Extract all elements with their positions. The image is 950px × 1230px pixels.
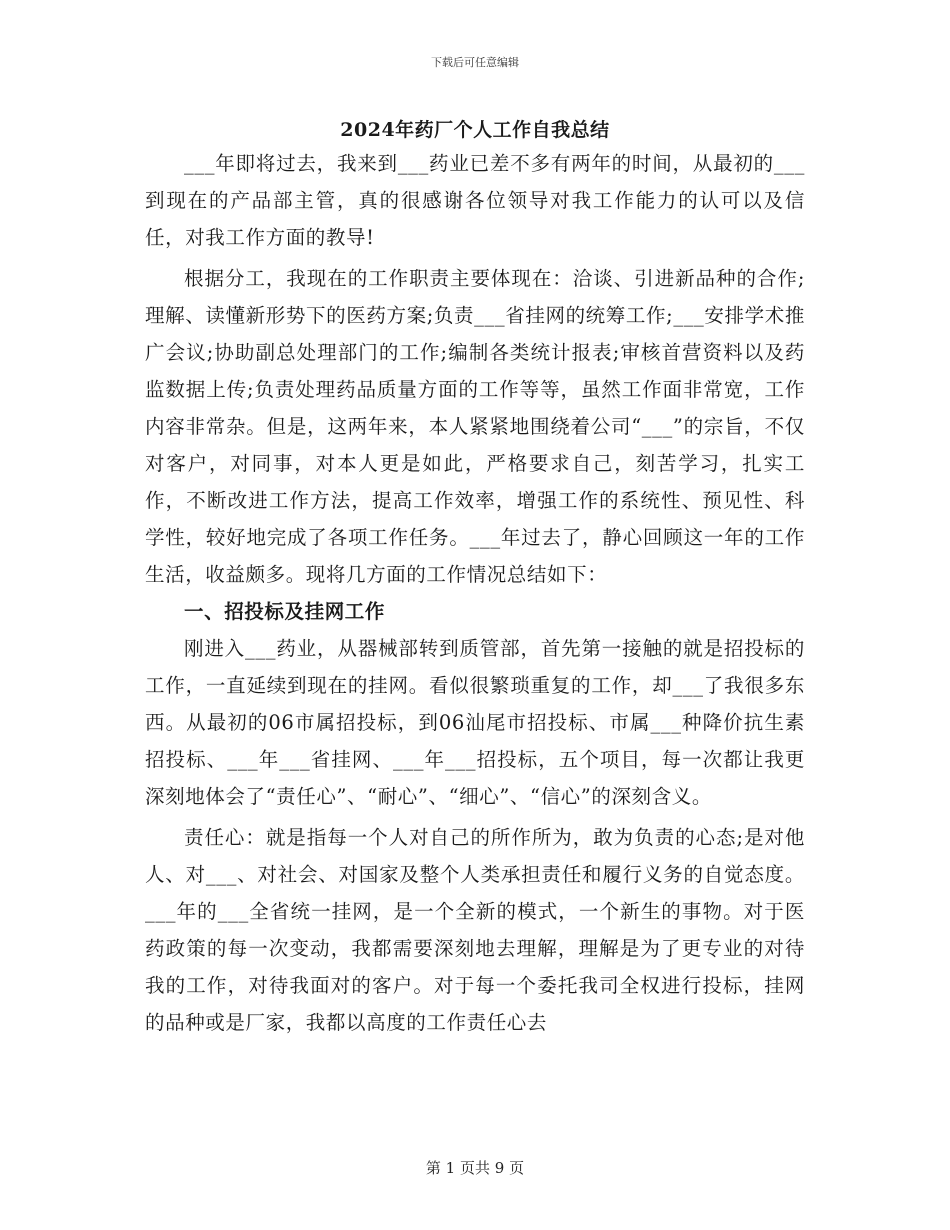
document-body	[145, 145, 805, 1041]
paragraph-intro: ___年即将过去，我来到___药业已差不多有两年的时间，从最初的___到现在的产品部主管，真的很感谢各位领导对我工作能力的认可以及信任，对我工作方面的教导!	[145, 152, 805, 249]
paragraph-bidding: 刚进入___药业，从器械部转到质管部，首先第一接触的就是招投标的工作，一直延续到现在的挂网。看似很繁琐重复的工作，却___了我很多东西。从最初的06市属招投标，到06汕尾市招投标、市属___种降价抗生素招投标、___年___省挂网、___年___招投标，五个项目，每一次都让我更深刻地体会了“责任心”、“耐心”、“细心”、“信心”的深刻含义。	[145, 637, 805, 808]
header-note: 下载后可任意编辑	[431, 56, 519, 69]
document-title: 2024年药厂个人工作自我总结	[340, 119, 610, 141]
paragraph-responsibility: 责任心：就是指每一个人对自己的所作所为，敢为负责的心态;是对他人、对___、对社会、对国家及整个人类承担责任和履行义务的自觉态度。___年的___全省统一挂网，是一个全新的模式，一个新生的事物。对于医药政策的每一次变动，我都需要深刻地去理解，理解是为了更专业的对待我的工作，对待我面对的客户。对于每一个委托我司全权进行投标，挂网的品种或是厂家，我都以高度的工作责任心去	[145, 826, 805, 1034]
page-footer: 第 1 页共 9 页	[425, 1159, 525, 1177]
paragraph-duties: 根据分工，我现在的工作职责主要体现在：洽谈、引进新品种的合作;理解、读懂新形势下的医药方案;负责___省挂网的统筹工作;___安排学术推广会议;协助副总处理部门的工作;编制各类统计报表;审核首营资料以及药监数据上传;负责处理药品质量方面的工作等等，虽然工作面非常宽，工作内容非常杂。但是，这两年来，本人紧紧地围绕着公司“___”的宗旨，不仅对客户，对同事，对本人更是如此，严格要求自己，刻苦学习，扎实工作，不断改进工作方法，提高工作效率，增强工作的系统性、预见性、科学性，较好地完成了各项工作任务。___年过去了，静心回顾这一年的工作生活，收益颇多。现将几方面的工作情况总结如下：	[145, 267, 805, 586]
section-heading: 一、招投标及挂网工作	[184, 600, 386, 623]
